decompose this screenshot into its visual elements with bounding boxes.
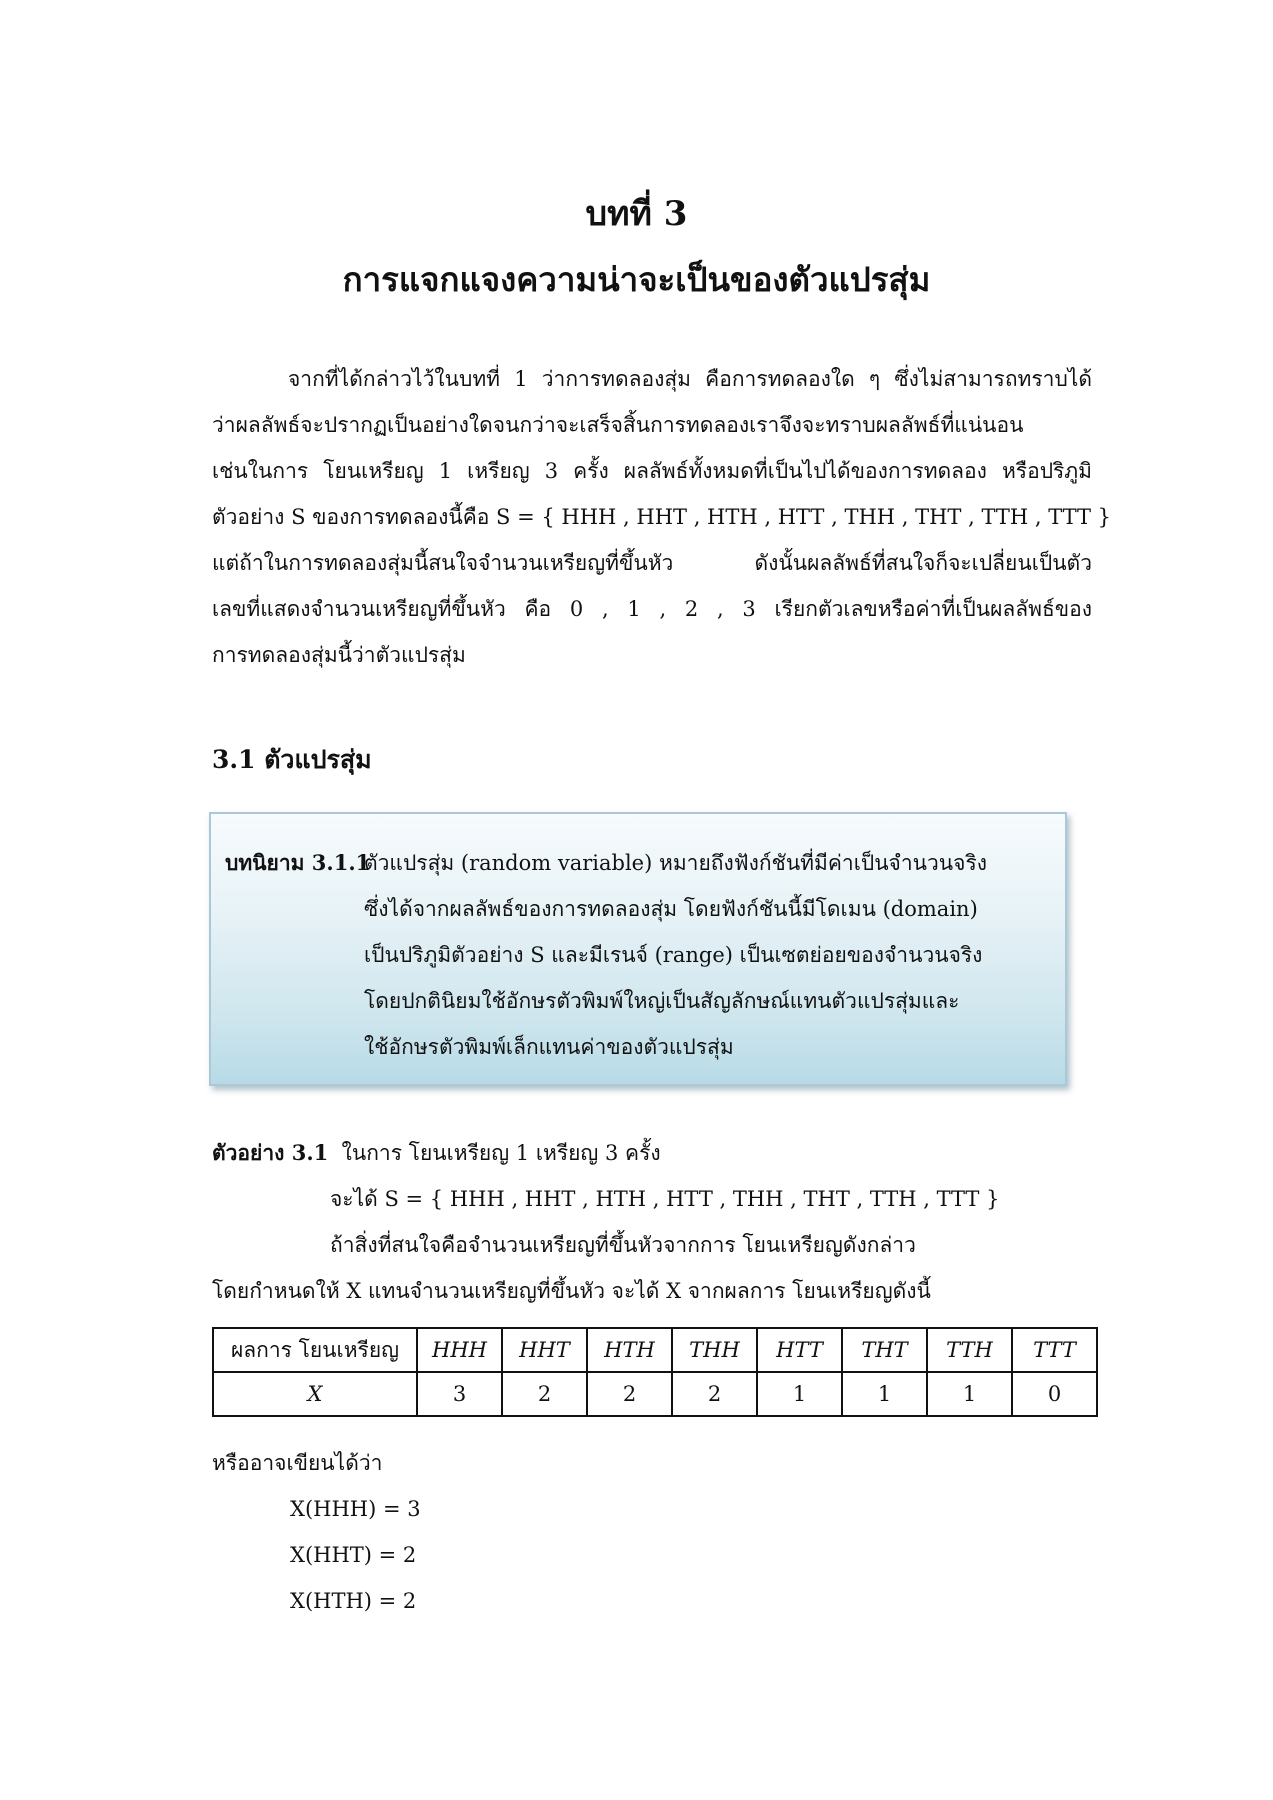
intro-line: จากที่ได้กล่าวไว้ในบทที่ 1 ว่าการทดลองสุ่ม คือการทดลองใด ๆ ซึ่งไม่สามารถทราบได้ [288,367,1092,391]
definition-line: โดยปกตินิยมใช้อักษรตัวพิมพ์ใหญ่เป็นสัญลักษณ์แทนตัวแปรสุ่มและ [364,989,960,1013]
definition-body [364,840,1064,1070]
table-cell: 0 [1012,1372,1097,1416]
table-cell: HHT [502,1328,587,1372]
equation: X(HHH) = 3 [290,1497,421,1521]
definition-line: ซึ่งได้จากผลลัพธ์ของการทดลองสุ่ม โดยฟังก์ชันนี้มีโดเมน (domain) [364,897,978,921]
definition-line: ใช้อักษรตัวพิมพ์เล็กแทนค่าของตัวแปรสุ่ม [364,1035,734,1059]
table-cell: 2 [672,1372,757,1416]
example-heading-line [212,1130,661,1176]
intro-line: เลขที่แสดงจำนวนเหรียญที่ขึ้นหัว คือ 0 , 1 , 2 , 3 เรียกตัวเลขหรือค่าที่เป็นผลลัพธ์ของ [212,597,1092,621]
intro-line: การทดลองสุ่มนี้ว่าตัวแปรสุ่ม [212,643,466,667]
example-line: โดยกำหนดให้ X แทนจำนวนเหรียญที่ขึ้นหัว จะได้ X จากผลการ โยนเหรียญดังนี้ [212,1279,931,1303]
intro-line: ว่าผลลัพธ์จะปรากฏเป็นอย่างใดจนกว่าจะเสร็จสิ้นการทดลองเราจึงจะทราบผลลัพธ์ที่แน่นอน [212,413,1024,437]
definition-term: บทนิยาม 3.1.1 [225,850,371,875]
table-cell: TTT [1012,1328,1097,1372]
definition-line: เป็นปริภูมิตัวอย่าง S และมีเรนจ์ (range) เป็นเซตย่อยของจำนวนจริง [364,943,983,967]
table-row [213,1372,1097,1416]
equation: X(HTH) = 2 [290,1589,417,1613]
intro-line: เช่นในการ โยนเหรียญ 1 เหรียญ 3 ครั้ง ผลลัพธ์ทั้งหมดที่เป็นไปได้ของการทดลอง หรือปริภูมิ [212,459,1092,483]
table-cell: THH [672,1328,757,1372]
table-cell: THT [842,1328,927,1372]
after-table-text: หรืออาจเขียนได้ว่า [212,1451,383,1475]
intro-paragraph [212,356,1112,678]
table-cell: 1 [842,1372,927,1416]
table-cell: TTH [927,1328,1012,1372]
table-cell: 3 [417,1372,502,1416]
table-cell: HTT [757,1328,842,1372]
table-cell: 2 [502,1372,587,1416]
table-cell: HTH [587,1328,672,1372]
equation: X(HHT) = 2 [290,1543,417,1567]
section-heading: 3.1 ตัวแปรสุ่ม [212,745,372,774]
intro-line: ตัวอย่าง S ของการทดลองนี้คือ S = { HHH , HHT , HTH , HTT , THH , THT , TTH , TTT } [212,505,1112,529]
chapter-number: บทที่ 3 [585,194,688,234]
table-header-cell: X [213,1372,417,1416]
example-sample-space: จะได้ S = { HHH , HHT , HTH , HTT , THH , THT , TTH , TTT } [330,1187,1000,1211]
table-cell: 1 [927,1372,1012,1416]
chapter-title: การแจกแจงความน่าจะเป็นของตัวแปรสุ่ม [342,260,931,299]
definition-box [209,812,1067,1086]
example-label: ตัวอย่าง 3.1 [212,1140,329,1165]
table-cell: 1 [757,1372,842,1416]
table-row [213,1328,1097,1372]
outcome-table [212,1327,1098,1417]
example-line: ถ้าสิ่งที่สนใจคือจำนวนเหรียญที่ขึ้นหัวจากการ โยนเหรียญดังกล่าว [330,1233,916,1257]
example-text: ในการ โยนเหรียญ 1 เหรียญ 3 ครั้ง [341,1141,661,1165]
table-cell: 2 [587,1372,672,1416]
intro-line: แต่ถ้าในการทดลองสุ่มนี้สนใจจำนวนเหรียญที่ขึ้นหัว ดังนั้นผลลัพธ์ที่สนใจก็จะเปลี่ยนเป็นตัว [212,551,1092,575]
table-header-cell: ผลการ โยนเหรียญ [213,1328,417,1372]
table-cell: HHH [417,1328,502,1372]
definition-line: ตัวแปรสุ่ม (random variable) หมายถึงฟังก์ชันที่มีค่าเป็นจำนวนจริง [364,851,987,875]
